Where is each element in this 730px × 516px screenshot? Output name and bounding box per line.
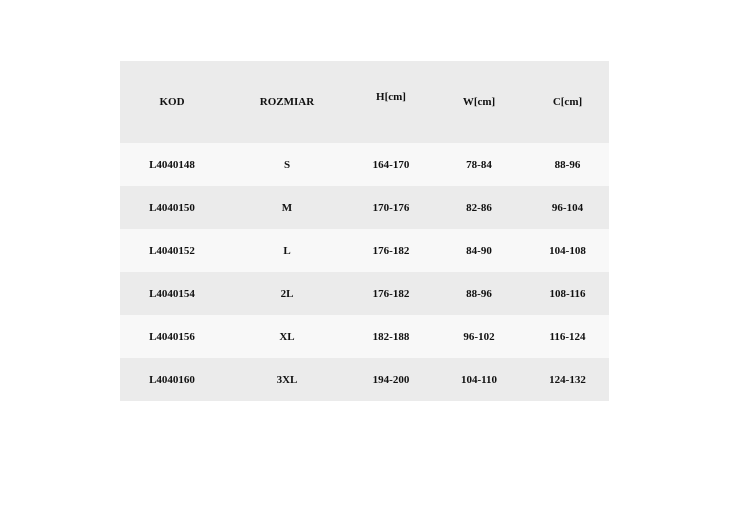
size-chart-table [120, 61, 609, 401]
cell-height: 182-188 [372, 330, 410, 343]
cell-rozmiar: M [281, 201, 293, 214]
cell-height: 164-170 [372, 158, 410, 171]
table-row [120, 272, 609, 315]
table-header-row [120, 61, 609, 143]
cell-rozmiar: L [283, 244, 291, 257]
cell-waist: 84-90 [466, 244, 492, 257]
cell-rozmiar: 2L [280, 287, 294, 300]
cell-chest: 104-108 [549, 244, 586, 257]
header-height-label: H[cm] [376, 91, 406, 103]
cell-waist: 96-102 [463, 330, 495, 343]
cell-height: 194-200 [372, 373, 410, 386]
cell-rozmiar: XL [279, 330, 295, 343]
cell-kod: L4040156 [149, 330, 195, 343]
cell-chest: 88-96 [554, 158, 581, 171]
cell-height: 176-182 [372, 244, 410, 257]
cell-waist: 88-96 [466, 287, 492, 300]
table-row [120, 358, 609, 401]
header-waist: W[cm] [462, 96, 496, 108]
header-chest: C[cm] [552, 96, 583, 108]
header-rozmiar: ROZMIAR [259, 96, 315, 108]
cell-kod: L4040154 [149, 287, 195, 300]
table-row [120, 143, 609, 186]
cell-kod: L4040148 [149, 158, 195, 171]
cell-chest: 116-124 [549, 330, 586, 343]
header-kod: KOD [159, 96, 185, 108]
cell-rozmiar: S [283, 158, 291, 171]
cell-chest: 108-116 [549, 287, 586, 300]
table-row [120, 186, 609, 229]
cell-kod: L4040160 [149, 373, 195, 386]
table-row [120, 315, 609, 358]
cell-kod: L4040150 [149, 201, 195, 214]
cell-chest: 96-104 [551, 201, 584, 214]
cell-kod: L4040152 [149, 244, 195, 257]
table-row [120, 229, 609, 272]
cell-height: 176-182 [372, 287, 410, 300]
cell-chest: 124-132 [549, 373, 586, 386]
cell-waist: 82-86 [466, 201, 492, 214]
cell-rozmiar: 3XL [276, 373, 298, 386]
header-height [350, 61, 432, 143]
cell-waist: 78-84 [466, 158, 492, 171]
cell-waist: 104-110 [460, 373, 498, 386]
cell-height: 170-176 [372, 201, 410, 214]
